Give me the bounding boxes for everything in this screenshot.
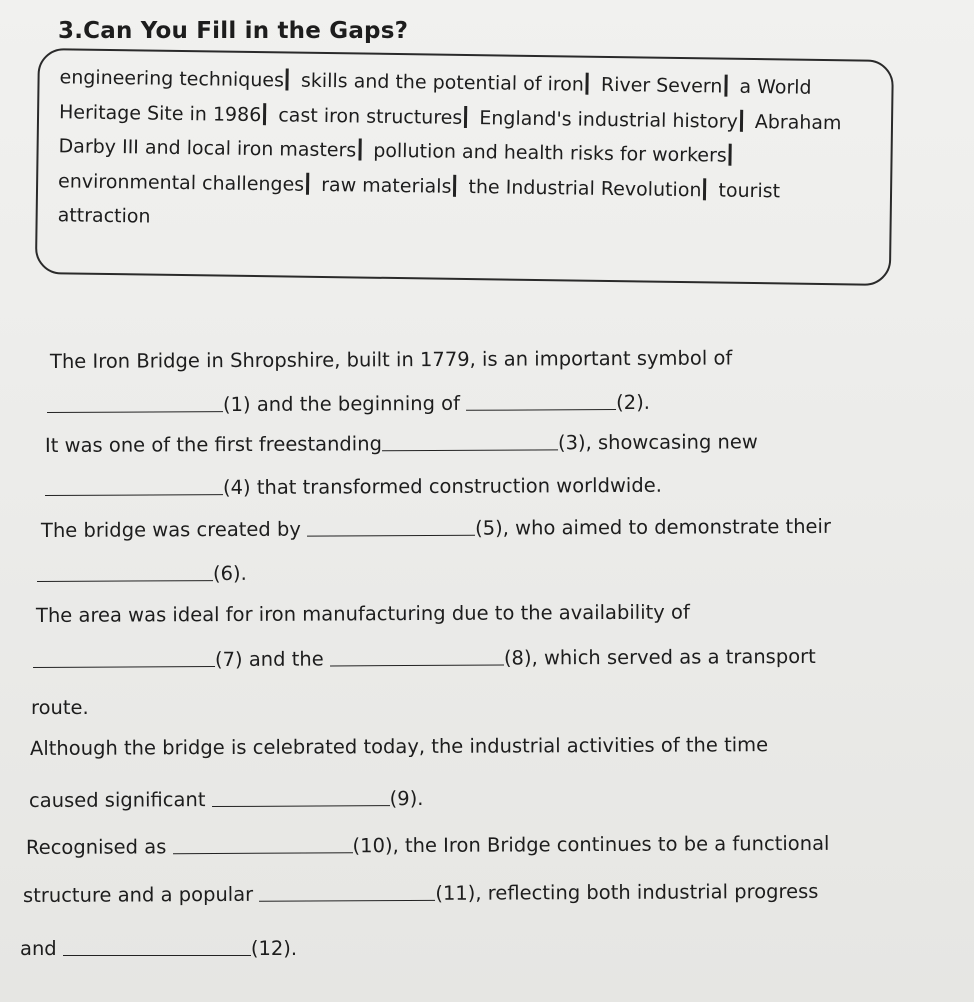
passage-text: Although the bridge is celebrated today, the industrial activities of the time: [29, 733, 769, 760]
passage-line: [29, 787, 424, 812]
passage-line: [31, 696, 89, 719]
passage-text: (9).: [389, 786, 424, 811]
answer-blank-10[interactable]: [172, 834, 352, 854]
word-bank-item: skills and the potential of iron: [300, 69, 585, 96]
word-bank-item: pollution and health risks for workers: [373, 139, 727, 167]
passage-text: It was one of the first freestanding: [44, 432, 382, 457]
word-bank-item: engineering techniques: [59, 66, 285, 92]
passage-line: [45, 430, 758, 457]
answer-blank-2[interactable]: [466, 391, 616, 411]
passage-line: [26, 832, 830, 859]
word-bank-item: England's industrial history: [479, 106, 738, 133]
passage-text: (5), who aimed to demonstrate their: [475, 514, 832, 540]
passage-line: [47, 391, 650, 417]
answer-blank-8[interactable]: [330, 647, 504, 667]
answer-blank-12[interactable]: [63, 937, 251, 956]
word-bank-item: tourist attraction: [57, 179, 781, 228]
passage-line: [45, 474, 662, 500]
answer-blank-4[interactable]: [45, 476, 223, 496]
word-bank-item: a World Heritage Site in 1986: [58, 75, 812, 126]
passage-line: [41, 515, 831, 542]
passage-text: The Iron Bridge in Shropshire, built in 1779, is an important symbol of: [49, 346, 733, 373]
passage-line: [50, 346, 732, 373]
answer-blank-9[interactable]: [212, 787, 390, 807]
passage-line: [33, 645, 816, 672]
answer-blank-6[interactable]: [37, 562, 213, 582]
passage-text: Recognised as: [25, 835, 167, 859]
word-bank-item: River Severn: [600, 73, 723, 98]
answer-blank-11[interactable]: [259, 882, 435, 902]
passage-line: [23, 880, 819, 907]
word-bank-item: raw materials: [321, 173, 452, 198]
passage-text: (8), which served as a transport: [503, 644, 816, 670]
passage-text: caused significant: [28, 788, 206, 812]
passage-text: (2).: [616, 390, 651, 415]
passage-line: [37, 562, 247, 586]
answer-blank-3[interactable]: [382, 431, 558, 451]
passage-text: (6).: [212, 561, 247, 586]
word-bank-item: Abraham Darby III and local iron masters: [58, 110, 842, 162]
passage-line: [30, 733, 768, 760]
passage-text: and: [20, 937, 57, 960]
passage-text: route.: [31, 696, 89, 719]
passage-text: The area was ideal for iron manufacturing due to the availability of: [35, 600, 690, 627]
passage-text: (3), showcasing new: [557, 430, 758, 455]
passage-text: structure and a popular: [22, 882, 254, 907]
passage-text: (11), reflecting both industrial progress: [435, 879, 819, 905]
passage-text: The bridge was created by: [40, 517, 301, 542]
passage-line: [20, 937, 297, 960]
exercise-title: 3.Can You Fill in the Gaps?: [58, 18, 409, 44]
passage-text: (4) that transformed construction worldwide.: [222, 473, 662, 500]
passage-text: (12).: [250, 937, 298, 960]
passage-text: (7) and the: [214, 647, 324, 672]
word-bank-item: the Industrial Revolution: [468, 175, 702, 201]
word-bank-item: environmental challenges: [57, 169, 305, 196]
passage-text: (1) and the beginning of: [222, 391, 461, 417]
answer-blank-7[interactable]: [33, 648, 215, 668]
passage-text: (10), the Iron Bridge continues to be a functional: [352, 831, 830, 858]
passage-line: [36, 601, 690, 627]
word-bank-item: cast iron structures: [278, 103, 463, 129]
answer-blank-1[interactable]: [47, 393, 223, 413]
answer-blank-5[interactable]: [307, 517, 475, 537]
